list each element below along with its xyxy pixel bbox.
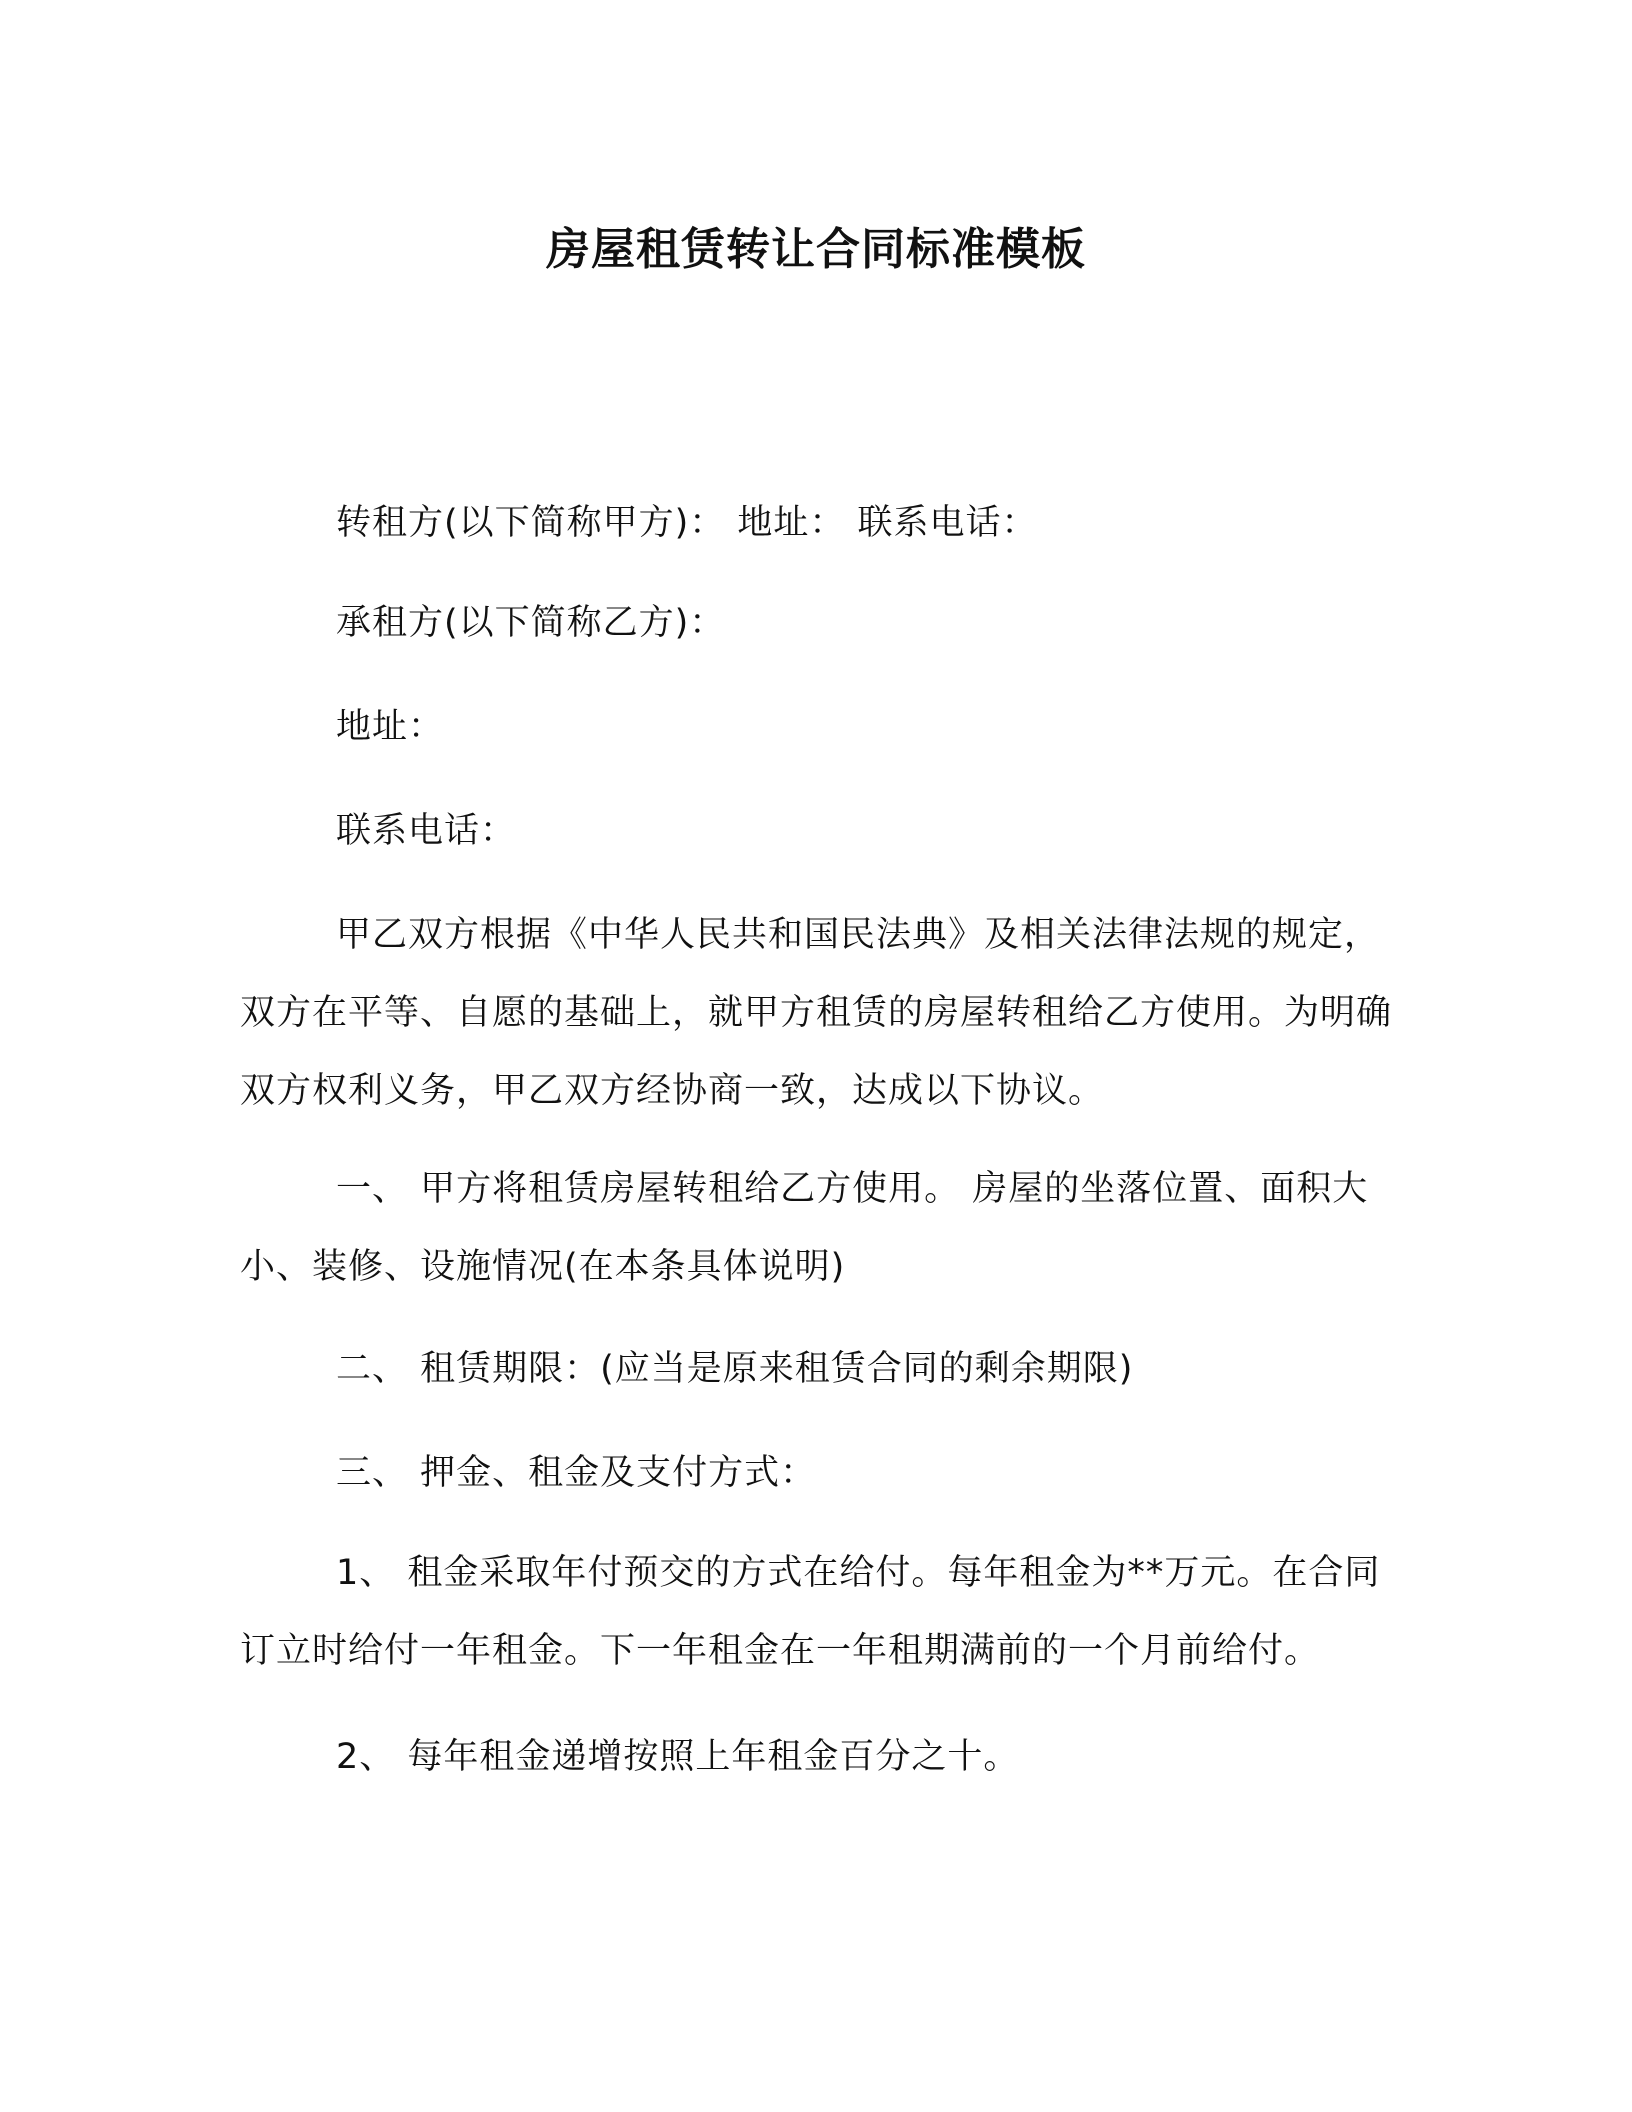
clause-three-item-2: 2、 每年租金递增按照上年租金百分之十。: [336, 1737, 1020, 1777]
party-b-address: 地址：: [336, 707, 445, 747]
clause-three: 三、 押金、租金及支付方式：: [336, 1453, 817, 1493]
preamble-paragraph: 甲乙双方根据《中华人民共和国民法典》及相关法律法规的规定，双方在平等、自愿的基础上，就甲方租赁的房屋转租给乙方使用。为明确双方权利义务，甲乙双方经协商一致，达成以下协议。: [240, 915, 1393, 1111]
party-a-line: 转租方(以下简称甲方)： 地址： 联系电话：: [336, 503, 1038, 543]
party-b-phone: 联系电话：: [336, 811, 517, 851]
clause-one: 一、 甲方将租赁房屋转租给乙方使用。 房屋的坐落位置、面积大小、装修、设施情况(在本条具体说明): [240, 1169, 1369, 1287]
clause-two: 二、 租赁期限：(应当是原来租赁合同的剩余期限): [336, 1349, 1134, 1389]
clause-three-item-1: 1、 租金采取年付预交的方式在给付。每年租金为**万元。在合同订立时给付一年租金。下一年租金在一年租期满前的一个月前给付。: [240, 1553, 1381, 1671]
party-b-line: 承租方(以下简称乙方)：: [336, 603, 726, 643]
document-title: 房屋租赁转让合同标准模板: [546, 224, 1086, 275]
